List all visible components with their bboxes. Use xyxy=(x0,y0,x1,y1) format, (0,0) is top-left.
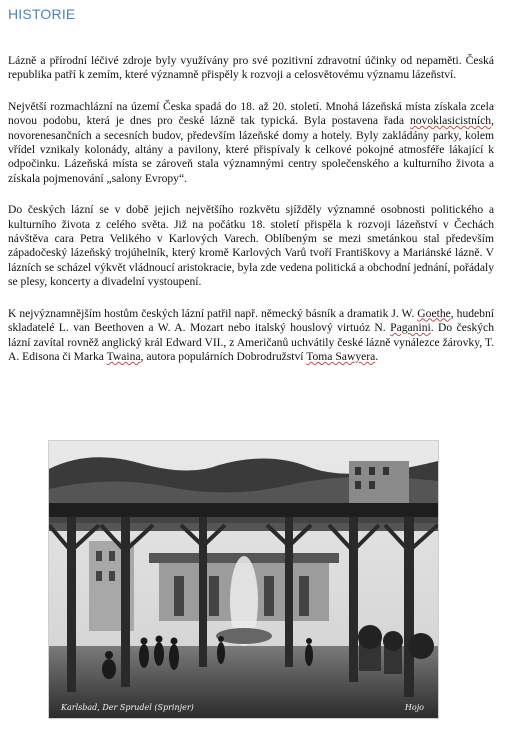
paragraph-text: K nejvýznamnějším hostům českých lázní patřil např. německý básník a dramatik J. W. xyxy=(8,306,418,320)
paragraph-text: Největší rozmachlázní na území Česka spadá do 18. až 20. století. Mnohá lázeňská místa získala zcela novou podobu, která je dnes pro české lázně tak typická. Byla postavena řada xyxy=(8,99,494,128)
paragraph-text: . Do českých lázní zavítal rovněž anglický král Edward VII., z Američanů uchvátily české lázně vynálezce žárovky, T. A. Edisona či Marka xyxy=(8,321,494,363)
paragraph-text: Lázně a přírodní léčivé zdroje byly využívány pro své pozitivní zdravotní účinky od nepaměti. Česká republika patří k zemím, které významně přispěly k rozvoji a celosvětovému významu lázeňství. xyxy=(8,54,494,82)
spellcheck-flagged-word: novoklasicistních xyxy=(409,114,492,128)
paragraph-text: . xyxy=(375,349,379,363)
paragraph-text: , autora populárních Dobrodružství xyxy=(140,349,307,363)
spellcheck-flagged-word: Goethe xyxy=(417,306,451,320)
photo-caption-right: Hojo xyxy=(404,703,424,712)
photo-caption-left: Karlsbad, Der Sprudel (Sprinjer) xyxy=(61,703,194,712)
paragraph xyxy=(8,307,494,365)
paragraph-text: Do českých lázní se v době jejich největšího rozkvětu sjížděly významné osobnosti politického a kulturního života z celého světa. Již na počátku 18. století přispěla k rozvoji lázeňství v Čechách návštěva cara Petra Velikého v Karlových Varech. Oblíbeným se mezi smetánkou stal především západočeský lázeňský trojúhelník, který kromě Karlových Varů tvoří Františkovy a Mariánské lázně. V lázních se scházel výkvět vládnoucí aristokracie, byla zde vedena politická a obchodní jednání, pořádaly se plesy, koncerty a divadelní vystoupení. xyxy=(8,203,494,289)
spellcheck-flagged-word: Twaina xyxy=(106,349,141,363)
section-heading: HISTORIE xyxy=(8,6,76,22)
history-text xyxy=(8,54,494,381)
spellcheck-flagged-word: Toma Sawyera xyxy=(306,349,376,363)
colonnade-photo-graphic xyxy=(49,441,438,718)
paragraph xyxy=(8,203,494,289)
paragraph xyxy=(8,100,494,186)
paragraph-text: , novorenesančních a secesních budov, především lázeňské domy a hotely. Byly zakládány parky, kolem vřídel vznikaly kolonády, altány a pavilony, které přispívaly k celkové pokojné atmosféře lákající k odpočinku. Lázeňská místa se zároveň stala významnými centry společenského a kulturního života a získala pojmenování „salony Evropy“. xyxy=(8,114,494,185)
paragraph-text: , hudební skladatelé L. van Beethoven a W. A. Mozart nebo italský houslový virtuóz N. xyxy=(8,306,494,335)
historic-photo xyxy=(48,440,439,719)
spellcheck-flagged-word: Paganini xyxy=(390,321,431,335)
paragraph xyxy=(8,54,494,83)
